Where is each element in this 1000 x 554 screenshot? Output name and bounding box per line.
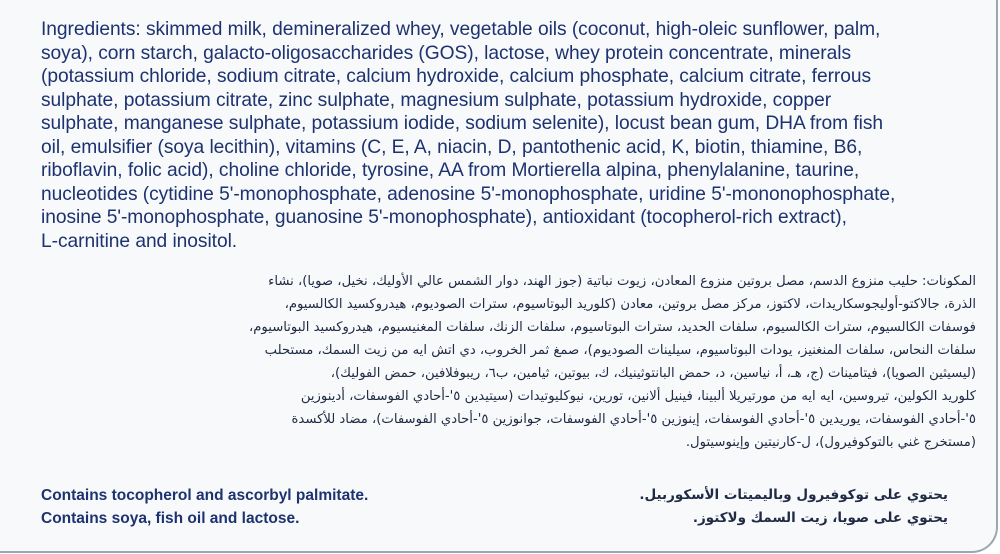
ingredients-en-line: oil, emulsifier (soya lecithin), vitamins (C, E, A, niacin, D, pantothenic acid, K, biotin, thiamine, B6, — [41, 136, 863, 158]
ingredients-en-line: L-carnitine and inositol. — [41, 230, 238, 252]
ingredients-en-line: Ingredients: skimmed milk, demineralized whey, vegetable oils (coconut, high-oleic sunflower, palm, — [41, 19, 881, 40]
ingredients-english — [41, 18, 989, 253]
ingredients-ar-line: الذرة، جالاكتو-أوليجوسكاريدات، لاكتوز، مركز مصل بروتين، معادن (كلوريد البوتاسيوم، سترات الصوديوم، هيدروكسيد الكالسيوم، — [284, 297, 976, 312]
ingredients-arabic — [41, 270, 976, 454]
ingredients-en-line: nucleotides (cytidine 5'-monophosphate, adenosine 5'-monophosphate, uridine 5'-mononophosphate, — [41, 183, 896, 205]
contains-statement-arabic — [639, 484, 948, 530]
contains-en-line: Contains soya, fish oil and lactose. — [41, 510, 300, 527]
contains-ar-line: يحتوي على توكوفيرول وباليميتات الأسكوربيل. — [639, 487, 948, 503]
ingredients-ar-line: كلوريد الكولين، تيروسين، ايه ايه من مورتيريلا ألبينا، فينيل ألانين، تورين، نيوكليوتيدات (سيتيدين ٥'-أحادي الفوسفات، أدينوزين — [300, 389, 976, 404]
contains-en-line: Contains tocopherol and ascorbyl palmitate. — [41, 487, 369, 504]
ingredients-ar-line: ٥'-أحادي الفوسفات، يوريدين ٥'-أحادي الفوسفات، إينوزين ٥'-أحادي الفوسفات، جوانوزين ٥'-أحادي الفوسفات)، مضاد للأكسدة — [291, 412, 976, 427]
ingredients-en-line: sulphate, manganese sulphate, potassium iodide, sodium selenite), locust bean gum, DHA from fish — [41, 113, 884, 134]
ingredients-en-line: (potassium chloride, sodium citrate, calcium hydroxide, calcium phosphate, calcium citrate, ferrous — [41, 66, 872, 87]
contains-ar-line: يحتوي على صويا، زيت السمك ولاكتوز. — [692, 510, 948, 526]
ingredients-ar-line: فوسفات الكالسيوم، سترات الكالسيوم، سلفات الحديد، سترات البوتاسيوم، سلفات الزنك، سلفات المغنيسيوم، هيدروكسيد البوتاسيوم، — [248, 320, 976, 335]
ingredients-ar-line: المكونات: حليب منزوع الدسم، مصل بروتين منزوع المعادن، زيوت نباتية (جوز الهند، دوار الشمس عالي الأوليك، نخيل، صويا)، نشاء — [268, 274, 976, 289]
ingredients-en-line: riboflavin, folic acid), choline chloride, tyrosine, AA from Mortierella alpina, phenylalanine, taurine, — [41, 160, 860, 181]
ingredients-ar-line: (ليسيثين الصويا)، فيتامينات (ج، هـ، أ، نياسين، د، حمض البانتوثينيك، ك، بيوتين، ثيامين، ب٦، ريبوفلافين، حمض الفوليك)، — [330, 366, 976, 381]
ingredients-ar-line: (مستخرج غني بالتوكوفيرول)، ل-كارنيتين وإينوسيتول. — [685, 435, 976, 450]
ingredients-en-line: sulphate, potassium citrate, zinc sulphate, magnesium sulphate, potassium hydroxide, copper — [41, 89, 832, 111]
ingredients-en-line: inosine 5'-monophosphate, guanosine 5'-monophosphate), antioxidant (tocopherol-rich extract), — [41, 207, 847, 228]
ingredients-ar-line: سلفات النحاس، سلفات المنغنيز، يودات البوتاسيوم، سيلينات الصوديوم)، صمغ ثمر الخروب، دي اتش ايه من زيت السمك، مستحلب — [264, 343, 976, 358]
ingredients-en-line: soya), corn starch, galacto-oligosaccharides (GOS), lactose, whey protein concentrate, minerals — [41, 42, 852, 64]
contains-statement-english — [41, 484, 368, 530]
